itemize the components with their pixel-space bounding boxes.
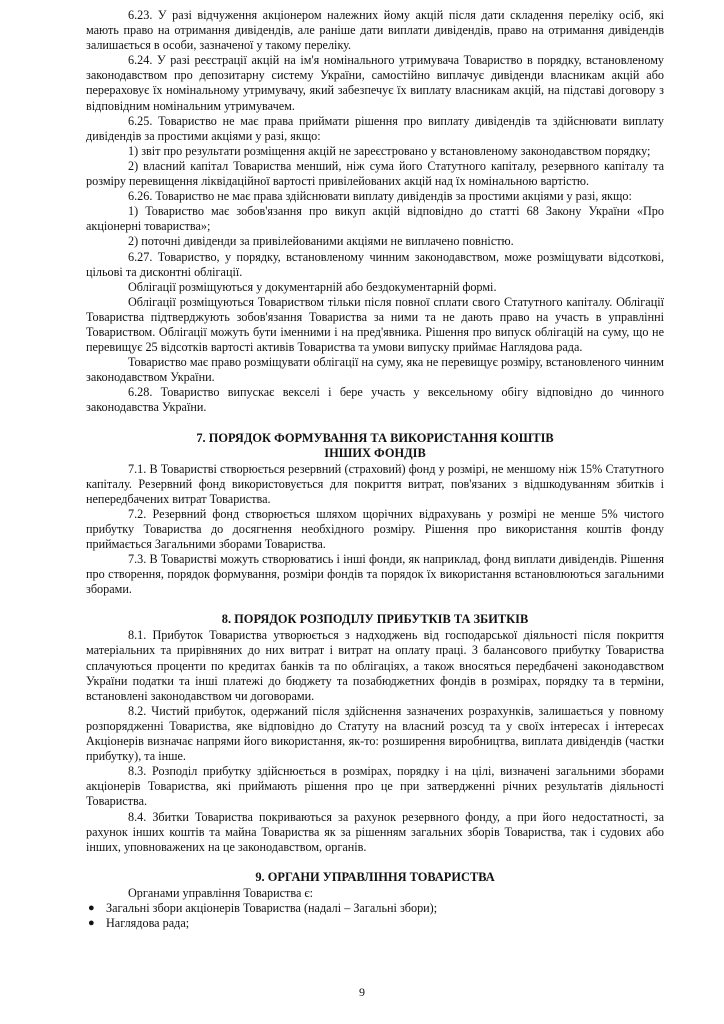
paragraph-6-26: 6.26. Товариство не має права здійснювати виплату дивідендів за простими акціями у разі, якщо: [128, 189, 632, 204]
paragraph-7-1: 7.1. В Товаристві створюється резервний (страховий) фонд у розмірі, не меншому ніж 15% Статутного капіталу. Резервний фонд використовується для покриття витрат, пов'язаних з відшкодуванням збитків і непередбачених витрат Товариства. [86, 461, 664, 506]
list-item [86, 916, 664, 931]
governing-bodies-list [86, 901, 664, 931]
paragraph-6-25-item-1: 1) звіт про результати розміщення акцій не зареєстровано у встановленому законодавством порядку; [128, 143, 651, 158]
section-9-intro: Органами управління Товариства є: [128, 885, 314, 900]
paragraph-6-28: 6.28. Товариство випускає векселі і бере участь у вексельному обігу відповідно до чинного законодавства України. [86, 385, 664, 415]
paragraph-8-4: 8.4. Збитки Товариства покриваються за рахунок резервного фонду, а при його недостатності, за рахунок інших коштів та майна Товариства як за рішенням загальних зборів Товариства, так і судових або інших, уповноважених на це законодавством, органів. [86, 809, 664, 854]
paragraph-6-27: 6.27. Товариство, у порядку, встановленому чинним законодавством, може розміщувати відсоткові, цільові та дисконтні облігації. [86, 249, 664, 279]
page-number: 9 [359, 985, 365, 999]
paragraph-8-1: 8.1. Прибуток Товариства утворюється з надходжень від господарської діяльності після покриття матеріальних та прирівняних до них витрат і витрат на оплату праці. З балансового прибутку Товариства сплачуються проценти по кредитах банків та по облігаціях, а також вносяться передбачені законодавством України податки та інші платежі до бюджету та позабюджетних фондів в розмірах, порядку та в терміни, встановлені законодавством чи договорами. [86, 628, 664, 703]
bullet-dot-icon: ● [88, 901, 95, 914]
section-7-heading-line-2: ІНШИХ ФОНДІВ [324, 445, 426, 460]
paragraph-8-3: 8.3. Розподіл прибутку здійснюється в розмірах, порядку і на цілі, визначені загальними зборами акціонерів Товариства, які приймають рішення про це при затвердженні річних результатів діяльності Товариства. [86, 764, 664, 809]
paragraph-6-23: 6.23. У разі відчуження акціонером належних йому акцій після дати складення переліку осіб, які мають право на отримання дивідендів, але раніше дати виплати дивідендів, право на отримання дивідендів залишається в особи, зазначеної у такому переліку. [86, 8, 664, 53]
paragraph-bonds-limit: Товариство має право розміщувати облігації на суму, яка не перевищує розміру, встановленого чинним законодавством України. [86, 355, 664, 385]
paragraph-6-24: 6.24. У разі реєстрації акцій на ім'я номінального утримувача Товариство в порядку, встановленому законодавством про депозитарну систему України, самостійно виплачує дивіденди власникам акцій або перераховує їх номінальному утримувачу, який забезпечує їх виплату власникам акцій, на підставі договору з відповідним номінальним утримувачем. [86, 53, 664, 113]
bullet-dot-icon: ● [88, 916, 95, 929]
list-item-text: Наглядова рада; [106, 915, 190, 930]
paragraph-7-3: 7.3. В Товаристві можуть створюватись і інші фонди, як наприклад, фонд виплати дивідендів. Рішення про створення, порядок формування, розміри фондів та порядок їх використання встановлюються загальними зборами. [86, 552, 664, 597]
paragraph-7-2: 7.2. Резервний фонд створюється шляхом щорічних відрахувань у розмірі не менше 5% чистого прибутку Товариства до досягнення необхідного розміру. Рішення про використання коштів фонду приймається Загальними зборами Товариства. [86, 506, 664, 551]
list-item [86, 901, 664, 916]
paragraph-6-26-item-1: 1) Товариство має зобов'язання про викуп акцій відповідно до статті 68 Закону України «Про акціонерні товариства»; [86, 204, 664, 234]
document-page [86, 8, 664, 931]
section-7-heading [86, 431, 664, 461]
section-7-heading-line-1: 7. ПОРЯДОК ФОРМУВАННЯ ТА ВИКОРИСТАННЯ КОШТІВ [196, 430, 554, 445]
paragraph-bonds-placement: Облігації розміщуються Товариством тільки після повної сплати свого Статутного капіталу. Облігації Товариства підтверджують зобов'язання Товариства за ними та не дають право на участь в управлінні Товариством. Облігації можуть бути іменними і на пред'явника. Рішення про випуск облігацій на суму, що не перевищує 25 відсотків вартості активів Товариства та умови випуску приймає Наглядова рада. [86, 294, 664, 355]
paragraph-6-25-item-2: 2) власний капітал Товариства менший, ніж сума його Статутного капіталу, резервного капіталу та розміру перевищення ліквідаційної вартості привілейованих акцій над їх номінальною вартістю. [86, 158, 664, 189]
paragraph-bonds-form: Облігації розміщуються у документарній або бездокументарній формі. [128, 279, 497, 294]
section-9-heading: 9. ОРГАНИ УПРАВЛІННЯ ТОВАРИСТВА [255, 869, 495, 884]
paragraph-6-26-item-2: 2) поточні дивіденди за привілейованими акціями не виплачено повністю. [128, 234, 514, 249]
paragraph-8-2: 8.2. Чистий прибуток, одержаний після здійснення зазначених розрахунків, залишається у повному розпорядженні Товариства, яке відповідно до Статуту на власний розсуд та у своїх інтересах і інтересах Акціонерів визначає напрями його використання, як-то: розширення виробництва, виплата дивідендів (частки прибутку), та інше. [86, 703, 664, 764]
paragraph-6-25: 6.25. Товариство не має права приймати рішення про виплату дивідендів та здійснювати виплату дивідендів за простими акціями у разі, якщо: [86, 113, 664, 143]
list-item-text: Загальні збори акціонерів Товариства (надалі – Загальні збори); [106, 900, 438, 915]
section-8-heading: 8. ПОРЯДОК РОЗПОДІЛУ ПРИБУТКІВ ТА ЗБИТКІВ [221, 612, 529, 627]
